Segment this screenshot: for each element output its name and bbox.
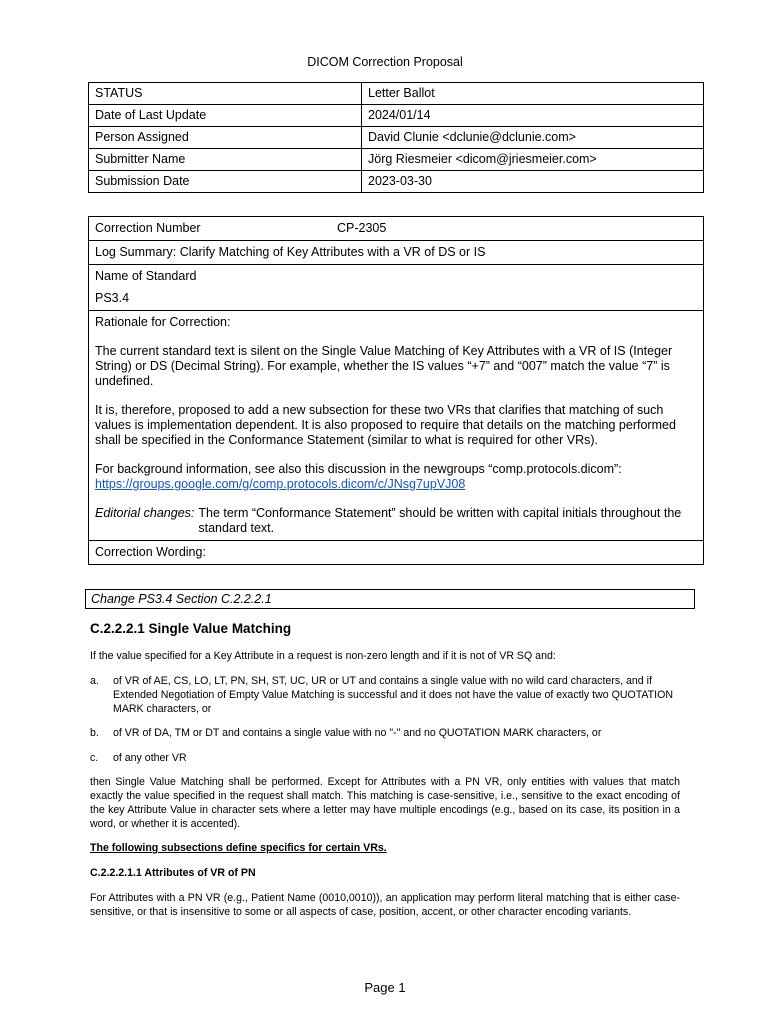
rationale-cell	[89, 311, 704, 541]
submission-date-label: Submission Date	[89, 171, 362, 193]
list-marker: b.	[90, 727, 99, 739]
submitter-name-label: Submitter Name	[89, 149, 362, 171]
rationale-paragraph-2: It is, therefore, proposed to add a new subsection for these two VRs that clarifies that matching of such values is implementation dependent. It is also proposed to require that details on the matching performed shall be specified in the Conformance Statement (similar to what is required for other VRs).	[95, 403, 676, 447]
correction-wording-label: Correction Wording:	[89, 541, 704, 565]
status-label: STATUS	[89, 83, 362, 105]
correction-proposal-table	[88, 216, 704, 565]
subsections-note: The following subsections define specifics for certain VRs.	[90, 842, 387, 854]
list-item	[90, 751, 680, 765]
editorial-changes-label: Editorial changes:	[95, 506, 195, 520]
discussion-link[interactable]: https://groups.google.com/g/comp.protocols.dicom/c/JNsg7upVJ08	[95, 477, 466, 491]
section-title: C.2.2.2.1 Single Value Matching	[90, 621, 292, 636]
table-row	[89, 105, 704, 127]
list-item	[90, 674, 680, 716]
subsection-title: C.2.2.2.1.1 Attributes of VR of PN	[90, 867, 256, 879]
last-update-value: 2024/01/14	[362, 105, 704, 127]
single-value-matching-paragraph: then Single Value Matching shall be performed. Except for Attributes with a PN VR, only entities with values that match exactly the value specified in the request shall match. This matching is case-sensitive, i.e., sensitive to the exact encoding of the key Attribute Value in character sets where a letter may have multiple encodings (e.g., based on its case, its position in a word, or whether it is accented).	[90, 776, 680, 830]
rationale-paragraph-3: For background information, see also this discussion in the newgroups “comp.protocols.dicom”:	[95, 462, 622, 476]
editorial-changes-text: The term “Conformance Statement” should be written with capital initials throughout the standard text.	[198, 506, 682, 535]
correction-number-label: Correction Number	[95, 221, 201, 235]
page-number: Page 1	[364, 980, 406, 995]
submitter-name-value: Jörg Riesmeier <dicom@jriesmeier.com>	[362, 149, 704, 171]
matching-intro: If the value specified for a Key Attribute in a request is non-zero length and if it is not of VR SQ and:	[90, 650, 556, 662]
status-table	[88, 82, 704, 193]
submission-date-value: 2023-03-30	[362, 171, 704, 193]
person-assigned-value: David Clunie <dclunie@dclunie.com>	[362, 127, 704, 149]
list-marker: c.	[90, 752, 99, 764]
pn-matching-paragraph: For Attributes with a PN VR (e.g., Patient Name (0010,0010)), an application may perform literal matching that is either case-sensitive, or that is insensitive to some or all aspects of case, position, accent, or other character encoding variants.	[90, 892, 680, 918]
table-row	[89, 127, 704, 149]
rationale-label: Rationale for Correction:	[95, 315, 231, 329]
table-row	[89, 83, 704, 105]
correction-number-cell	[89, 217, 704, 241]
name-of-standard-cell	[89, 265, 704, 311]
table-row	[89, 541, 704, 565]
table-row	[89, 241, 704, 265]
editorial-changes	[95, 506, 697, 536]
list-item	[90, 726, 680, 740]
name-of-standard-label: Name of Standard	[95, 269, 197, 283]
table-row	[89, 217, 704, 241]
page-header-title: DICOM Correction Proposal	[307, 55, 463, 69]
change-instruction-box: Change PS3.4 Section C.2.2.2.1	[85, 589, 695, 609]
name-of-standard-value: PS3.4	[95, 291, 130, 305]
person-assigned-label: Person Assigned	[89, 127, 362, 149]
list-item-text: of VR of DA, TM or DT and contains a single value with no "-" and no QUOTATION MARK characters, or	[113, 727, 602, 739]
log-summary: Log Summary: Clarify Matching of Key Attributes with a VR of DS or IS	[89, 241, 704, 265]
list-item-text: of VR of AE, CS, LO, LT, PN, SH, ST, UC, UR or UT and contains a single value with no wild card characters, and if Extended Negotiation of Empty Value Matching is successful and it does not have the value of exactly two QUOTATION MARK characters, or	[113, 675, 673, 715]
list-marker: a.	[90, 675, 99, 687]
rationale-paragraph-1: The current standard text is silent on the Single Value Matching of Key Attributes with a VR of IS (Integer String) or DS (Decimal String). For example, whether the IS values “+7” and “007” match the value “7” is undefined.	[95, 344, 673, 388]
list-item-text: of any other VR	[113, 752, 187, 764]
status-value: Letter Ballot	[362, 83, 704, 105]
last-update-label: Date of Last Update	[89, 105, 362, 127]
table-row	[89, 171, 704, 193]
table-row	[89, 311, 704, 541]
correction-number-value: CP-2305	[337, 221, 387, 235]
table-row	[89, 149, 704, 171]
table-row	[89, 265, 704, 311]
